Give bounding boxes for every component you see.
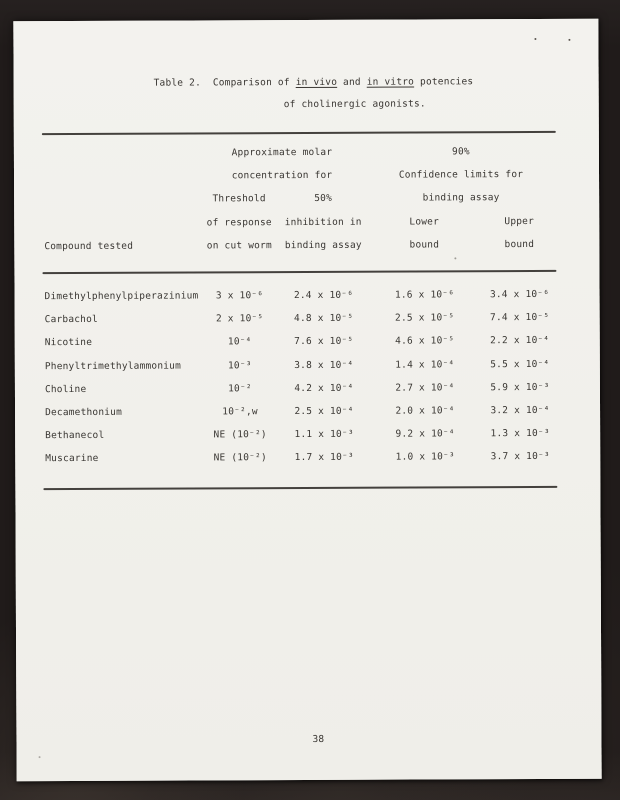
cell-compound: Phenyltrimethylammonium (44, 360, 182, 372)
cell-lower: 9.2 x 10⁻⁴ (395, 428, 455, 440)
cell-compound: Bethanecol (45, 430, 105, 442)
table-row (43, 306, 557, 331)
document-page (13, 19, 601, 782)
cell-threshold: 10⁻³ (227, 359, 252, 372)
header-lower-line1: Lower (409, 216, 440, 228)
cell-inhibition: 7.6 x 10⁻⁵ (294, 336, 354, 348)
table-row (43, 352, 557, 377)
cell-threshold: 10⁻⁴ (227, 336, 252, 348)
cell-compound: Dimethylphenylpiperazinium (44, 290, 199, 303)
cell-threshold: 10⁻² (228, 383, 252, 395)
table-row (43, 445, 557, 470)
table-row (43, 422, 557, 447)
cell-threshold: 10⁻²,w (222, 406, 258, 418)
paper-speck (454, 257, 456, 259)
cell-upper: 2.2 x 10⁻⁴ (490, 335, 550, 347)
table-row (43, 329, 557, 354)
header-confidence-line1: 90% (452, 146, 470, 158)
header-inhibition-line2: inhibition in (284, 216, 362, 228)
cell-compound: Choline (44, 383, 87, 395)
paper-speck (39, 756, 41, 758)
header-confidence-line3: binding assay (422, 192, 500, 204)
cell-upper: 7.4 x 10⁻⁵ (490, 312, 550, 324)
cell-threshold: NE (10⁻²) (213, 429, 267, 441)
table-row (43, 399, 557, 424)
cell-upper: 5.5 x 10⁻⁴ (490, 358, 550, 370)
cell-lower: 2.0 x 10⁻⁴ (395, 405, 455, 417)
cell-upper: 5.9 x 10⁻³ (490, 381, 550, 394)
table-bottom-rule (43, 486, 557, 490)
cell-upper: 3.2 x 10⁻⁴ (490, 404, 550, 417)
header-compound: Compound tested (44, 240, 134, 252)
table-title-prefix: Table 2. Comparison of (153, 77, 296, 89)
paper-speck (534, 38, 536, 40)
header-upper-line2: bound (504, 238, 535, 250)
cell-compound: Muscarine (45, 453, 99, 465)
table-header-rule (42, 270, 556, 274)
header-threshold-line1: Threshold (212, 193, 266, 205)
cell-lower: 4.6 x 10⁻⁵ (395, 335, 455, 348)
table-row (43, 376, 557, 401)
table-title-in-vivo: in vivo (295, 76, 338, 89)
header-upper-line1: Upper (504, 215, 535, 227)
table-row (42, 283, 556, 308)
cell-threshold: NE (10⁻²) (213, 452, 267, 464)
cell-lower: 1.0 x 10⁻³ (395, 451, 455, 464)
cell-compound: Nicotine (44, 337, 93, 349)
table-title (154, 76, 474, 88)
cell-upper: 3.4 x 10⁻⁶ (489, 289, 550, 301)
table-top-rule (42, 131, 556, 135)
cell-inhibition: 1.1 x 10⁻³ (294, 429, 354, 441)
table-header (42, 140, 557, 258)
cell-inhibition: 2.4 x 10⁻⁶ (293, 289, 354, 302)
table-body (42, 283, 557, 471)
table-title-in-vitro: in vitro (366, 76, 415, 88)
header-threshold-line3: on cut worm (206, 239, 272, 252)
table-title-conjunction: and (337, 76, 367, 88)
cell-upper: 3.7 x 10⁻³ (490, 451, 550, 463)
cell-lower: 2.7 x 10⁻⁴ (395, 382, 455, 394)
cell-inhibition: 2.5 x 10⁻⁴ (294, 405, 354, 418)
table-title-suffix: potencies (414, 76, 474, 88)
cell-threshold: 2 x 10⁻⁵ (215, 313, 264, 325)
cell-threshold: 3 x 10⁻⁶ (215, 290, 264, 302)
cell-upper: 1.3 x 10⁻³ (490, 428, 550, 440)
cell-compound: Carbachol (44, 314, 98, 326)
cell-inhibition: 3.8 x 10⁻⁴ (294, 359, 354, 371)
cell-inhibition: 1.7 x 10⁻³ (294, 452, 354, 464)
cell-lower: 1.4 x 10⁻⁴ (395, 359, 455, 371)
header-confidence-line2: Confidence limits for (398, 169, 524, 181)
cell-lower: 1.6 x 10⁻⁶ (394, 289, 455, 301)
header-inhibition-line3: binding assay (284, 239, 362, 251)
page-number: 38 (312, 733, 325, 745)
header-threshold-line2: of response (206, 216, 272, 229)
table-subtitle: of cholinergic agonists. (283, 98, 426, 111)
header-lower-line2: bound (409, 239, 440, 251)
cell-lower: 2.5 x 10⁻⁵ (395, 312, 455, 324)
header-concentration-line1: Approximate molar (231, 146, 333, 159)
header-inhibition-line1: 50% (314, 193, 333, 205)
header-concentration-line2: concentration for (231, 170, 333, 182)
cell-inhibition: 4.8 x 10⁻⁵ (294, 313, 354, 325)
cell-compound: Decamethonium (45, 406, 123, 419)
paper-speck (568, 39, 570, 41)
cell-inhibition: 4.2 x 10⁻⁴ (294, 382, 354, 394)
